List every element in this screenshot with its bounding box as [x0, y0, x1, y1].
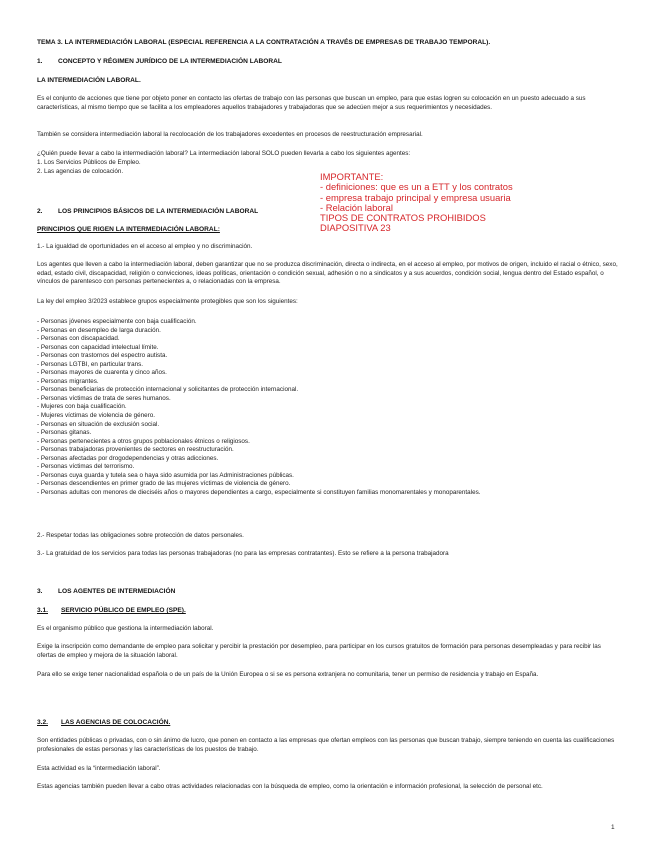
- agents-list-item-1: 1. Los Servicios Públicos de Empleo.: [37, 159, 141, 166]
- section-2-number: 2.: [37, 208, 43, 215]
- list-item: - Personas migrantes.: [37, 377, 99, 385]
- section-1-number: 1.: [37, 58, 43, 65]
- principle-1-text: Los agentes que lleven a cabo la intermediación laboral, deben garantizar que no se produzca discriminación, directa o indirecta, en el acceso al empleo, por motivos de origen, incluido el racial o étnico, sexo, edad, estado civil, discapacidad, religión o convicciones, ideas políticas, orientación o condición sexual, adhesión o no a sindicatos y a sus acuerdos, condición social, lengua dentro del Estado español, o vínculos de parentesco con personas pertenecientes a, o relacionadas con la empresa.: [37, 261, 618, 286]
- agencies-paragraph-1: Son entidades públicas o privadas, con o sin ánimo de lucro, que ponen en contacto a las empresas que ofertan empleos con las personas que buscan trabajo, siempre teniendo en cuenta las cualificaciones profesionales de estas personas y las características de los puestos de trabajo.: [37, 737, 615, 753]
- principle-1: 1.- La igualdad de oportunidades en el acceso al empleo y no discriminación.: [37, 243, 253, 250]
- list-item: - Personas gitanas.: [37, 429, 92, 437]
- section-2-title: LOS PRINCIPIOS BÁSICOS DE LA INTERMEDIACIÓN LABORAL: [58, 208, 259, 215]
- spe-paragraph-2: Exige la inscripción como demandante de empleo para solicitar y percibir la prestación por desempleo, para participar en los cursos gratuitos de formación para personas desempleadas y para recibir las ofertas de empleo y mejora de la situación laboral.: [37, 643, 601, 659]
- section-3-2-title: LAS AGENCIAS DE COLOCACIÓN.: [61, 719, 171, 726]
- list-item: - Personas con capacidad intelectual límite.: [37, 343, 159, 351]
- list-item: - Personas trabajadoras provenientes de sectores en reestructuración.: [37, 446, 234, 454]
- note-line: - Relación laboral: [320, 201, 393, 213]
- list-item: - Personas víctimas del terrorismo.: [37, 463, 135, 471]
- note-line: IMPORTANTE:: [320, 171, 384, 182]
- list-item: - Personas cuya guarda y tutela sea o haya sido asumida por las Administraciones públicas.: [37, 471, 294, 479]
- list-item: - Personas pertenecientes a otros grupos poblacionales étnicos o religiosos.: [37, 437, 250, 445]
- principle-3: 3.- La gratuidad de los servicios para todas las personas trabajadoras (no para las empresas contratantes). Esto se refiere a la persona trabajadora: [37, 550, 449, 557]
- section-3-title: LOS AGENTES DE INTERMEDIACIÓN: [58, 588, 176, 595]
- note-line: DIAPOSITIVA 23: [320, 222, 391, 234]
- list-item: - Personas afectadas por drogodependencias y otras adicciones.: [37, 454, 219, 462]
- principle-2: 2.- Respetar todas las obligaciones sobre protección de datos personales.: [37, 532, 244, 539]
- list-item: - Personas descendientes en primer grado de las mujeres víctimas de violencia de género.: [37, 480, 291, 488]
- list-item: - Personas víctimas de trata de seres humanos.: [37, 394, 171, 402]
- section-1-subheading: LA INTERMEDIACIÓN LABORAL.: [37, 77, 141, 84]
- handwritten-note: [320, 172, 513, 234]
- section-3-1-title: SERVICIO PÚBLICO DE EMPLEO (SPE).: [61, 607, 186, 614]
- protected-groups-intro: La ley del empleo 3/2023 establece grupos especialmente protegibles que son los siguientes:: [37, 298, 298, 305]
- list-item: - Personas mayores de cuarenta y cinco años.: [37, 369, 167, 377]
- protected-groups-list: [37, 318, 621, 497]
- section-3-1-number: 3.1.: [37, 607, 48, 614]
- note-line: - definiciones: que es un a ETT y los contratos: [320, 181, 513, 193]
- list-item: - Personas con discapacidad.: [37, 335, 120, 343]
- section-3-2-number: 3.2.: [37, 719, 48, 726]
- spe-paragraph-3: Para ello se exige tener nacionalidad española o de un país de la Unión Europea o si se es persona extranjera no comunitaria, tener un permiso de residencia y trabajo en España.: [37, 671, 539, 678]
- section-3-number: 3.: [37, 588, 43, 595]
- paragraph-recolocation: También se considera intermediación laboral la recolocación de los trabajadores excedentes en procesos de reestructuración empresarial.: [37, 131, 423, 138]
- list-item: - Mujeres víctimas de violencia de género.: [37, 412, 155, 420]
- list-item: - Personas en desempleo de larga duración.: [37, 326, 161, 334]
- agencies-paragraph-3: Estas agencias también pueden llevar a cabo otras actividades relacionadas con la búsqueda de empleo, como la orientación e información profesional, la selección de personal etc.: [37, 783, 543, 790]
- agents-list-item-2: 2. Las agencias de colocación.: [37, 168, 124, 175]
- agencies-paragraph-2: Esta actividad es la “intermediación laboral”.: [37, 765, 161, 772]
- paragraph-agents-question: ¿Quién puede llevar a cabo la intermediación laboral? La intermediación laboral SOLO pueden llevarla a cabo los siguientes agentes:: [37, 150, 411, 157]
- note-line: TIPOS DE CONTRATOS PROHIBIDOS: [320, 212, 486, 224]
- list-item: - Personas jóvenes especialmente con baja cualificación.: [37, 318, 197, 325]
- list-item: - Personas con trastornos del espectro autista.: [37, 352, 168, 360]
- page-number: 1: [611, 824, 615, 831]
- list-item: - Personas en situación de exclusión social.: [37, 420, 160, 428]
- paragraph-definition: Es el conjunto de acciones que tiene por objeto poner en contacto las ofertas de trabajo con las personas que buscan un empleo, para que estas logren su colocación en un puesto adecuado a sus características, al mismo tiempo que se facilita a los empleadores aquellos trabajadores y trabajadoras que se adecúen mejor a sus requerimientos y necesidades.: [37, 95, 586, 111]
- list-item: - Personas beneficiarias de protección internacional y solicitantes de protección internacional.: [37, 386, 299, 394]
- note-line: - empresa trabajo principal y empresa usuaria: [320, 191, 511, 203]
- list-item: - Personas LGTBI, en particular trans.: [37, 360, 144, 368]
- list-item: - Personas adultas con menores de dieciséis años o mayores dependientes a cargo, especialmente si constituyen familias monomarentales y monoparentales.: [37, 488, 481, 496]
- document-title: TEMA 3. LA INTERMEDIACIÓN LABORAL (ESPECIAL REFERENCIA A LA CONTRATACIÓN A TRAVÉS DE EMPRESAS DE TRABAJO TEMPORAL).: [37, 39, 491, 46]
- section-1-title: CONCEPTO Y RÉGIMEN JURÍDICO DE LA INTERMEDIACIÓN LABORAL: [58, 58, 282, 65]
- section-2-subheading: PRINCIPIOS QUE RIGEN LA INTERMEDIACIÓN LABORAL:: [37, 226, 220, 233]
- list-item: - Mujeres con baja cualificación.: [37, 403, 127, 411]
- spe-paragraph-1: Es el organismo público que gestiona la intermediación laboral.: [37, 625, 214, 632]
